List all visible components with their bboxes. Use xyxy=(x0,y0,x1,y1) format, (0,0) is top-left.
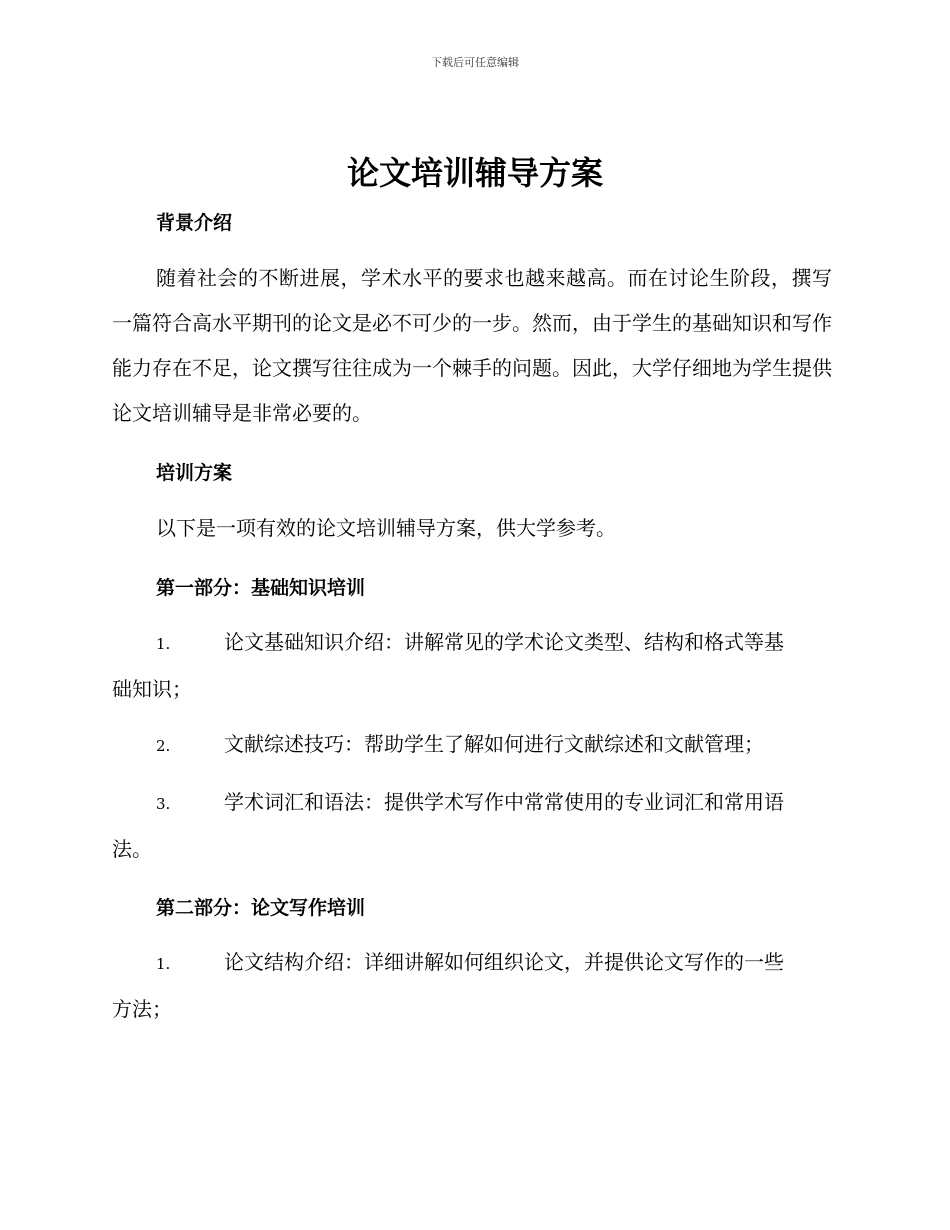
list-item-continuation: 法。 xyxy=(112,837,152,861)
list-item-text: 学术词汇和语法：提供学术写作中常常使用的专业词汇和常用语 xyxy=(224,790,784,814)
list-item-number: 3. xyxy=(156,795,171,813)
list-item-number: 2. xyxy=(156,737,171,755)
list-item-number: 1. xyxy=(156,955,171,973)
heading-part-2: 第二部分：论文写作培训 xyxy=(156,897,366,919)
list-item-text: 论文结构介绍：详细讲解如何组织论文，并提供论文写作的一些 xyxy=(224,950,784,974)
list-item xyxy=(112,620,832,712)
document-title: 论文培训辅导方案 xyxy=(346,154,603,192)
page-header: 下载后可任意编辑 xyxy=(431,56,519,69)
list-item-first-line xyxy=(112,780,832,827)
list-item-first-line xyxy=(112,722,832,769)
list-item-continuation: 础知识； xyxy=(112,677,192,701)
list-item-number: 1. xyxy=(156,635,171,653)
list-item-first-line xyxy=(112,940,832,987)
heading-training-plan: 培训方案 xyxy=(156,462,233,484)
list-item-text: 论文基础知识介绍：讲解常见的学术论文类型、结构和格式等基 xyxy=(224,630,784,654)
list-item-first-line xyxy=(112,620,832,667)
list-item-text: 文献综述技巧：帮助学生了解如何进行文献综述和文献管理； xyxy=(224,732,764,756)
list-item xyxy=(112,780,832,872)
list-item xyxy=(112,940,832,1032)
paragraph-plan-intro: 以下是一项有效的论文培训辅导方案，供大学参考。 xyxy=(156,516,616,540)
paragraph-background: 随着社会的不断进展，学术水平的要求也越来越高。而在讨论生阶段，撰写一篇符合高水平期刊的论文是必不可少的一步。然而，由于学生的基础知识和写作能力存在不足，论文撰写往往成为一个棘手的问题。因此，大学仔细地为学生提供论文培训辅导是非常必要的。 xyxy=(112,266,832,425)
list-item-continuation: 方法； xyxy=(112,997,172,1021)
list-item xyxy=(112,722,832,769)
heading-background: 背景介绍 xyxy=(156,212,233,234)
heading-part-1: 第一部分：基础知识培训 xyxy=(156,577,366,599)
